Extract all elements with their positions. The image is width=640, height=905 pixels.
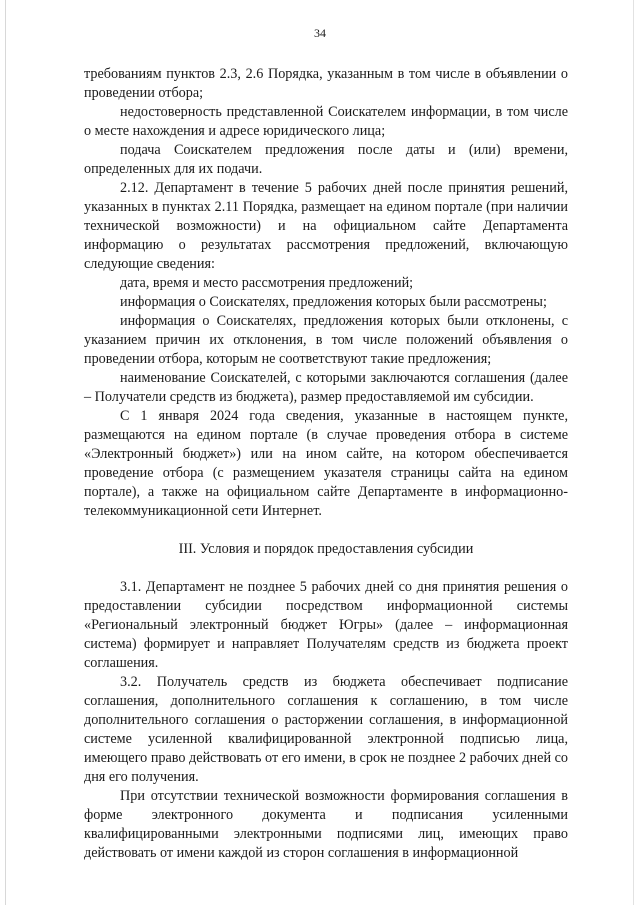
paragraph: информация о Соискателях, предложения которых были отклонены, с указанием причин их отклонения, в том числе положений объявления о проведении отбора, которым не соответствуют такие предложения; (84, 313, 568, 367)
paragraph: При отсутствии технической возможности формирования соглашения в форме электронного документа и подписания усиленными квалифицированными электронными подписями лиц, имеющих право действовать от имени каждой из сторон соглашения в информационной (84, 788, 568, 861)
paragraph: наименование Соискателей, с которыми заключаются соглашения (далее – Получатели средств из бюджета), размер предоставляемой им субсидии. (84, 370, 568, 405)
scan-edge-right (633, 0, 634, 905)
paragraph: требованиям пунктов 2.3, 2.6 Порядка, указанным в том числе в объявлении о проведении отбора; (84, 66, 568, 101)
paragraph: 2.12. Департамент в течение 5 рабочих дней после принятия решений, указанных в пунктах 2.11 Порядка, размещает на едином портале (при наличии технической возможности) и на официальном сайте Департамента информацию о результатах рассмотрения предложений, включающую следующие сведения: (84, 180, 568, 272)
paragraph: 3.1. Департамент не позднее 5 рабочих дней со дня принятия решения о предоставлении субсидии посредством информационной системы «Региональный электронный бюджет Югры» (далее – информационная система) формирует и направляет Получателям средств из бюджета проект соглашения. (84, 579, 568, 671)
paragraphs-before (84, 65, 568, 521)
paragraph: С 1 января 2024 года сведения, указанные в настоящем пункте, размещаются на едином портале (в случае проведения отбора в системе «Электронный бюджет») или на ином сайте, на котором обеспечивается проведение отбора (с размещением указателя страницы сайта на едином портале), а также на официальном сайте Департаменте в информационно-телекоммуникационной сети Интернет. (84, 408, 568, 519)
paragraphs-after (84, 578, 568, 863)
page-number: 34 (314, 26, 326, 40)
paragraph: информация о Соискателях, предложения которых были рассмотрены; (120, 294, 547, 310)
section-heading: III. Условия и порядок предоставления субсидии (178, 541, 474, 557)
paragraph: 3.2. Получатель средств из бюджета обеспечивает подписание соглашения, дополнительного соглашения к соглашению, в том числе дополнительного соглашения о расторжении соглашения, в информационной системе усиленной квалифицированной электронной подписью лица, имеющего право действовать от его имени, в срок не позднее 2 рабочих дней со дня его получения. (84, 674, 568, 785)
document-body (84, 65, 568, 863)
paragraph: подача Соискателем предложения после даты и (или) времени, определенных для их подачи. (84, 142, 568, 177)
paragraph: недостоверность представленной Соискателем информации, в том числе о месте нахождения и адресе юридического лица; (84, 104, 568, 139)
paragraph: дата, время и место рассмотрения предложений; (120, 275, 414, 291)
scan-edge-left (5, 0, 6, 905)
